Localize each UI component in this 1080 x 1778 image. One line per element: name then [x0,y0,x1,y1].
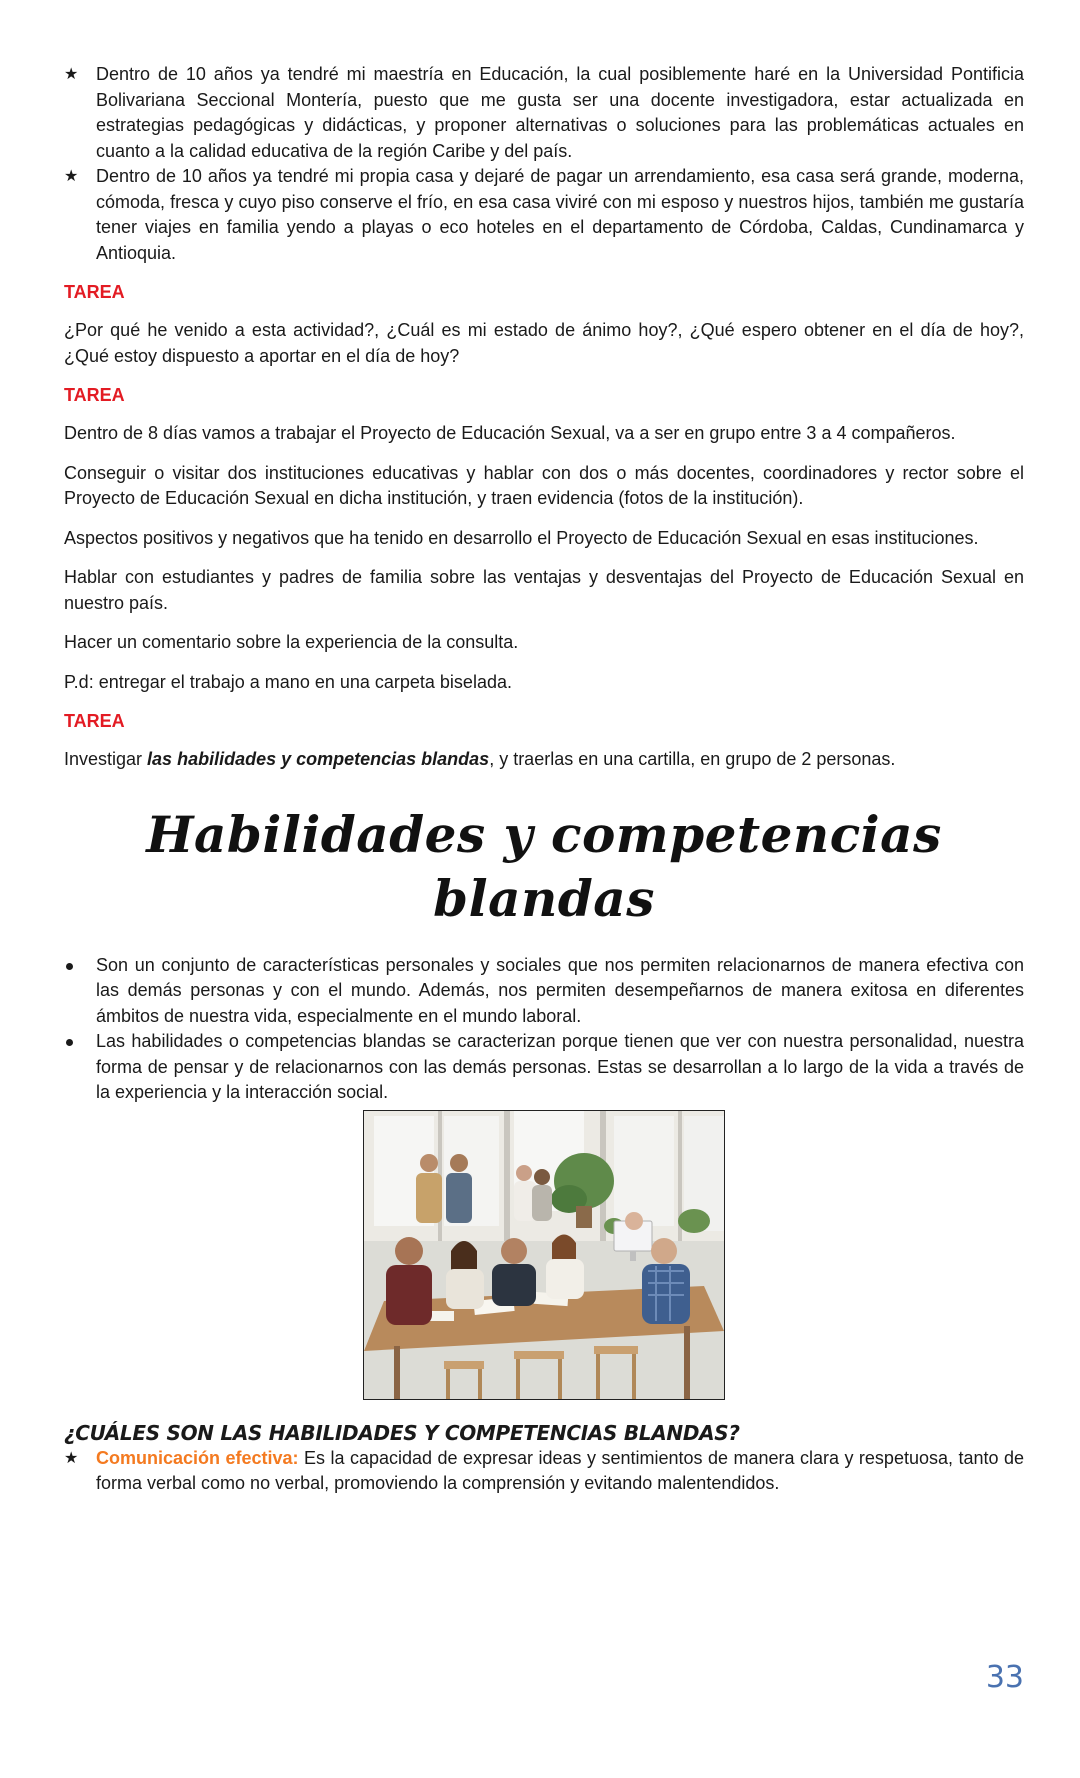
instruction-suffix: , y traerlas en una cartilla, en grupo de 2 personas. [489,749,896,769]
list-item [64,62,1024,164]
list-item [64,164,1024,266]
intro-star-list [64,62,1024,266]
star-icon: ★ [64,168,79,185]
list-item-text: Son un conjunto de características personales y sociales que nos permiten relacionarnos de manera efectiva con las demás personas y con el mundo. Además, nos permiten desempeñarnos de manera exitosa en diferentes ámbitos de nuestra vida, especialmente en el mundo laboral. [96,954,1024,1026]
list-item-text: Dentro de 10 años ya tendré mi maestría en Educación, la cual posiblemente haré en la Universidad Pontificia Bolivariana Seccional Montería, puesto que me gusta ser una docente investigadora, estar actualizada en estrategias pedagógicas y didácticas, y proponer alternativas o soluciones para las problemáticas actuales en cuanto a la calidad educativa de la región Caribe y del país. [96,64,1024,161]
paragraph: Hacer un comentario sobre la experiencia de la consulta. [64,632,519,652]
paragraph: Conseguir o visitar dos instituciones educativas y hablar con dos o más docentes, coordinadores y rector sobre el Proyecto de Educación Sexual en dicha institución, y traen evidencia (fotos de la institución). [64,462,1024,508]
office-team-photo [363,1110,725,1400]
star-icon: ★ [64,66,79,83]
paragraph: Hablar con estudiantes y padres de familia sobre las ventajas y desventajas del Proyecto de Educación Sexual en nuestro país. [64,567,1024,613]
office-team-illustration [364,1111,724,1399]
list-item [64,1029,1024,1106]
document-page [64,62,1024,1497]
tarea-heading: TAREA [64,385,125,405]
tarea-instruction [64,747,1024,773]
instruction-prefix: Investigar [64,749,148,769]
paragraph: Dentro de 8 días vamos a trabajar el Proyecto de Educación Sexual, va a ser en grupo entre 3 a 4 compañeros. [64,423,956,443]
tarea-heading: TAREA [64,282,125,302]
skills-subheading: ¿CUÁLES SON LAS HABILIDADES Y COMPETENCIAS BLANDAS? [64,1420,740,1445]
paragraph: P.d: entregar el trabajo a mano en una carpeta biselada. [64,671,512,692]
list-item-text: Dentro de 10 años ya tendré mi propia casa y dejaré de pagar un arrendamiento, esa casa será grande, moderna, cómoda, fresca y cuyo piso conserve el frío, en esa casa viviré con mi esposo y nuestros hijos, también me gustaría tener viajes en familia yendo a playas o eco hoteles en el departamento de Córdoba, Caldas, Cundinamarca y Antioquia. [96,166,1024,263]
section-title: Habilidades y competencias blandas [146,804,942,928]
bullet-dot-icon [66,1039,73,1046]
bullet-dot-icon [66,963,73,970]
star-icon: ★ [64,1449,79,1467]
instruction-emphasis: las habilidades y competencias blandas [147,749,490,769]
skill-name: Comunicación efectiva: [96,1447,299,1468]
list-item [64,953,1024,1030]
page-number: 33 [985,1660,1024,1695]
skill-description: Es la capacidad de expresar ideas y sentimientos de manera clara y respetuosa, tanto de forma verbal como no verbal, promoviendo la comprensión y evitando malentendidos. [96,1447,1024,1493]
list-item [64,1446,1024,1497]
definition-list [64,953,1024,1106]
list-item-text: Las habilidades o competencias blandas se caracterizan porque tienen que ver con nuestra personalidad, nuestra forma de pensar y de relacionarnos con las demás personas. Estas se desarrollan a lo largo de la vida a través de la experiencia y la interacción social. [96,1031,1024,1102]
paragraph: Aspectos positivos y negativos que ha tenido en desarrollo el Proyecto de Educación Sexual en esas instituciones. [64,527,979,548]
tarea-questions: ¿Por qué he venido a esta actividad?, ¿Cuál es mi estado de ánimo hoy?, ¿Qué espero obtener en el día de hoy?, ¿Qué estoy dispuesto a aportar en el día de hoy? [64,320,1024,366]
tarea-heading: TAREA [64,711,125,731]
skills-star-list [64,1446,1024,1497]
